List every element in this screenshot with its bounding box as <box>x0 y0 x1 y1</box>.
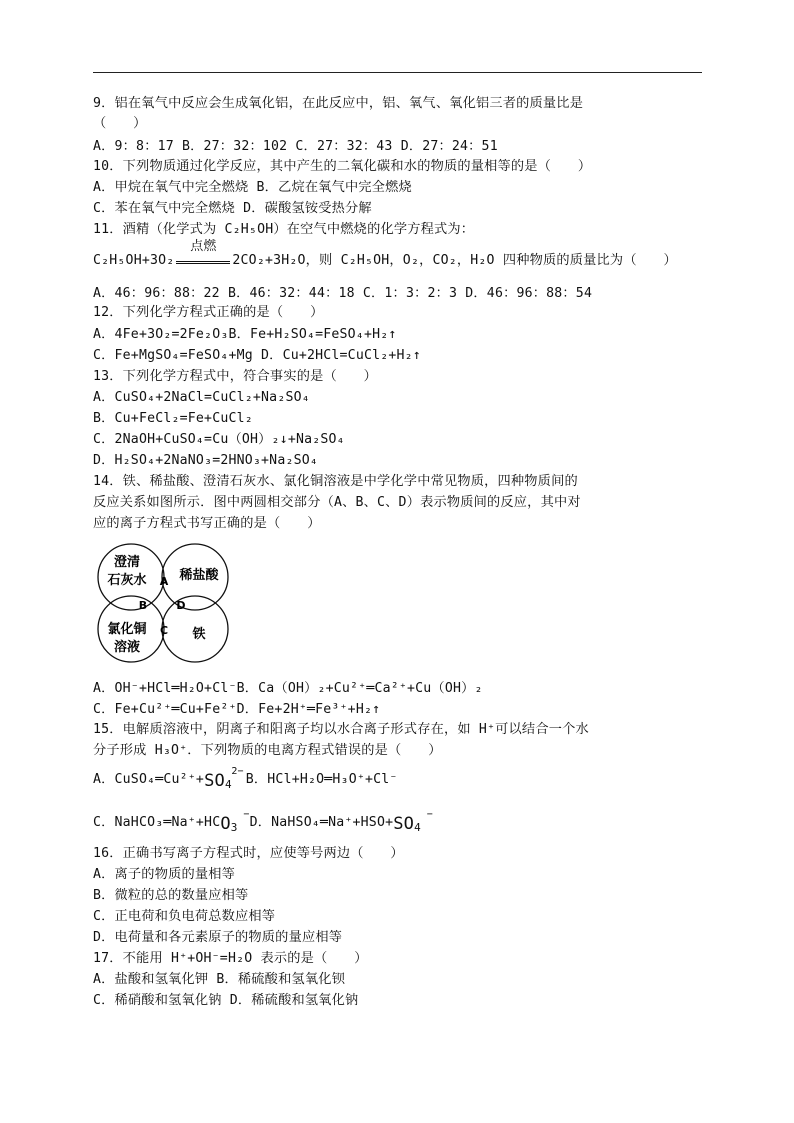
ion-charge: 2− <box>231 766 244 777</box>
ion-symbol: SO <box>393 814 415 834</box>
q12-options-cd: C．Fe+MgSO₄=FeSO₄+Mg D．Cu+2HCl=CuCl₂+H₂↑ <box>93 348 421 363</box>
q11-condition-label: 点燃 <box>190 239 217 254</box>
venn-label-limewater-2: 石灰水 <box>107 573 147 588</box>
venn-label-hydrochloric-acid: 稀盐酸 <box>179 568 219 583</box>
q13-option-a: A．CuSO₄+2NaCl=CuCl₂+Na₂SO₄ <box>93 390 310 405</box>
q15-option-a-sulfate-ion <box>204 766 244 791</box>
q14-stem-line2: 反应关系如图所示．图中两圆相交部分（A、B、C、D）表示物质间的反应，其中对 <box>93 495 581 510</box>
q13-option-c: C．2NaOH+CuSO₄=Cu（OH）₂↓+Na₂SO₄ <box>93 432 345 447</box>
venn-label-copper-chloride-2: 溶液 <box>113 640 141 655</box>
q13-option-d: D．H₂SO₄+2NaNO₃=2HNO₃+Na₂SO₄ <box>93 453 319 468</box>
q11-stem: 11．酒精（化学式为 C₂H₅OH）在空气中燃烧的化学方程式为： <box>93 222 475 237</box>
q17-options-cd: C．稀硝酸和氢氧化钠 D．稀硫酸和氢氧化钠 <box>93 993 359 1008</box>
q17-options-ab: A．盐酸和氢氧化钾 B．稀硫酸和氢氧化钡 <box>93 972 346 987</box>
q10-stem: 10．下列物质通过化学反应，其中产生的二氧化碳和水的物质的量相等的是（ ） <box>93 159 592 174</box>
q15-stem-line2: 分子形成 H₃O⁺．下列物质的电离方程式错误的是（ ） <box>93 743 442 758</box>
venn-region-b: B <box>138 599 148 612</box>
venn-label-limewater-1: 澄清 <box>113 555 141 570</box>
q9-stem: 9．铝在氧气中反应会生成氧化铝，在此反应中，铝、氧气、氧化铝三者的质量比是 <box>93 96 584 111</box>
q16-option-b: B．微粒的总的数量应相等 <box>93 888 249 903</box>
q11-reaction-condition <box>174 239 232 270</box>
q14-options-ab: A．OH⁻+HCl═H₂O+Cl⁻B．Ca（OH）₂+Cu²⁺═Ca²⁺+Cu（OH）₂ <box>93 681 483 696</box>
q14-stem-line1: 14．铁、稀盐酸、澄清石灰水、氯化铜溶液是中学化学中常见物质，四种物质间的 <box>93 474 578 489</box>
q15-option-d-sulfate-ion <box>393 809 433 834</box>
q16-option-a: A．离子的物质的量相等 <box>93 867 236 882</box>
ion-subscript: 4 <box>224 778 232 791</box>
q15-options-ab <box>93 766 398 791</box>
q9-blank: （ ） <box>93 116 147 131</box>
q12-stem: 12．下列化学方程式正确的是（ ） <box>93 305 324 320</box>
q11-eq-left: C₂H₅OH+3O₂ <box>93 253 175 268</box>
q15-option-d-text: D．NaHSO₄═Na⁺+HSO+ <box>249 815 394 830</box>
q15-option-a-text: A．CuSO₄═Cu²⁺+ <box>93 772 205 787</box>
venn-region-c: C <box>159 624 169 637</box>
q9-options: A．9：8：17 B．27：32：102 C．27：32：43 D．27：24：51 <box>93 139 498 154</box>
venn-region-d: D <box>176 599 186 612</box>
q15-options-cd <box>93 809 433 834</box>
q17-stem: 17．不能用 H⁺+OH⁻=H₂O 表示的是（ ） <box>93 951 368 966</box>
q16-stem: 16．正确书写离子方程式时，应使等号两边（ ） <box>93 846 404 861</box>
ion-subscript: 3 <box>230 821 238 834</box>
q15-option-c-text: C．NaHCO₃═Na⁺+HC <box>93 815 221 830</box>
q14-stem-line3: 应的离子方程式书写正确的是（ ） <box>93 516 321 531</box>
venn-region-a: A <box>159 575 169 588</box>
q10-options-ab: A．甲烷在氧气中完全燃烧 B．乙烷在氧气中完全燃烧 <box>93 180 412 195</box>
ion-charge: − <box>426 809 433 820</box>
q11-eq-right: 2CO₂+3H₂O，则 C₂H₅OH，O₂，CO₂，H₂O 四种物质的质量比为（ ） <box>232 253 677 268</box>
ion-charge: − <box>243 809 250 820</box>
ion-subscript: 4 <box>414 821 421 834</box>
q15-stem-line1: 15．电解质溶液中，阴离子和阳离子均以水合离子形式存在，如 H⁺可以结合一个水 <box>93 722 589 737</box>
q16-option-c: C．正电荷和负电荷总数应相等 <box>93 909 276 924</box>
header-rule <box>93 72 702 73</box>
q13-option-b: B．Cu+FeCl₂=Fe+CuCl₂ <box>93 411 253 426</box>
q15-option-c-carbonate-ion <box>220 809 250 834</box>
venn-diagram <box>93 541 238 666</box>
q11-equation <box>93 239 677 270</box>
ion-symbol: SO <box>204 771 225 791</box>
equals-sign-icon <box>176 261 230 264</box>
q12-options-ab: A．4Fe+3O₂=2Fe₂O₃B．Fe+H₂SO₄=FeSO₄+H₂↑ <box>93 327 397 342</box>
venn-label-copper-chloride-1: 氯化铜 <box>107 622 147 637</box>
q11-options: A．46：96：88：22 B．46：32：44：18 C．1：3：2：3 D．46：96：88：54 <box>93 286 593 301</box>
q15-option-b: B．HCl+H₂O═H₃O⁺+Cl⁻ <box>245 772 398 787</box>
q14-options-cd: C．Fe+Cu²⁺═Cu+Fe²⁺D．Fe+2H⁺═Fe³⁺+H₂↑ <box>93 702 381 717</box>
q10-options-cd: C．苯在氧气中完全燃烧 D．碳酸氢铵受热分解 <box>93 201 372 216</box>
ion-symbol: O <box>220 814 231 834</box>
q16-option-d: D．电荷量和各元素原子的物质的量应相等 <box>93 930 343 945</box>
venn-label-iron: 铁 <box>192 627 206 642</box>
q13-stem: 13．下列化学方程式中，符合事实的是（ ） <box>93 369 378 384</box>
